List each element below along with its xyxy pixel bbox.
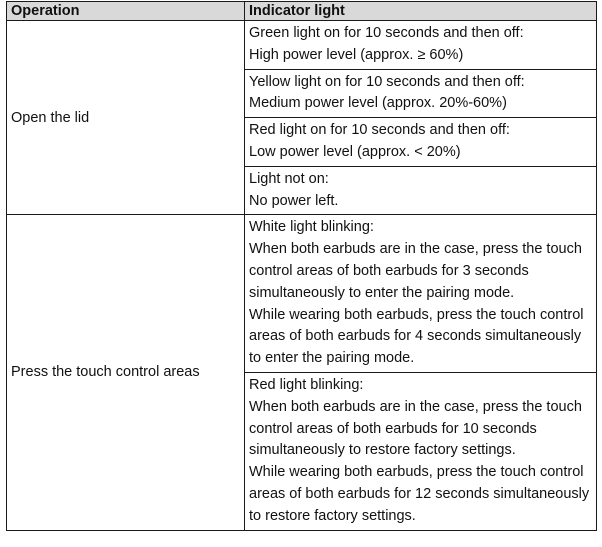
indicator-title: Light not on:	[249, 170, 329, 187]
indicator-title: Yellow light on for 10 seconds and then off:	[249, 73, 525, 90]
operation-press-touch: Press the touch control areas	[7, 215, 245, 530]
table-row	[7, 215, 597, 373]
indicator-red-blinking	[245, 372, 597, 530]
indicator-title: Red light blinking:	[249, 376, 364, 393]
indicator-desc: High power level (approx. ≥ 60%)	[249, 46, 464, 63]
indicator-title: White light blinking:	[249, 219, 374, 236]
indicator-off	[245, 166, 597, 215]
indicator-desc: No power left.	[249, 192, 339, 209]
operation-open-lid: Open the lid	[7, 21, 245, 215]
indicator-desc: While wearing both earbuds, press the touch control areas of both earbuds for 4 seconds simultaneously to enter the pairing mode.	[249, 306, 584, 367]
indicator-desc: When both earbuds are in the case, press the touch control areas of both earbuds for 10 seconds simultaneously to restore factory settings.	[249, 398, 582, 459]
indicator-green	[245, 21, 597, 70]
indicator-red	[245, 118, 597, 167]
indicator-yellow	[245, 69, 597, 118]
indicator-title: Red light on for 10 seconds and then off:	[249, 122, 510, 139]
indicator-desc: Medium power level (approx. 20%-60%)	[249, 95, 507, 112]
indicator-white-blinking	[245, 215, 597, 373]
indicator-table	[6, 1, 597, 531]
header-indicator-light: Indicator light	[245, 2, 597, 21]
header-row	[7, 2, 597, 21]
table-row	[7, 21, 597, 70]
header-operation: Operation	[7, 2, 245, 21]
indicator-desc: When both earbuds are in the case, press the touch control areas of both earbuds for 3 seconds simultaneously to enter the pairing mode.	[249, 241, 582, 301]
indicator-title: Green light on for 10 seconds and then off:	[249, 25, 524, 41]
indicator-desc: While wearing both earbuds, press the touch control areas of both earbuds for 12 seconds simultaneously to restore factory settings.	[249, 464, 590, 524]
indicator-desc: Low power level (approx. < 20%)	[249, 143, 461, 160]
